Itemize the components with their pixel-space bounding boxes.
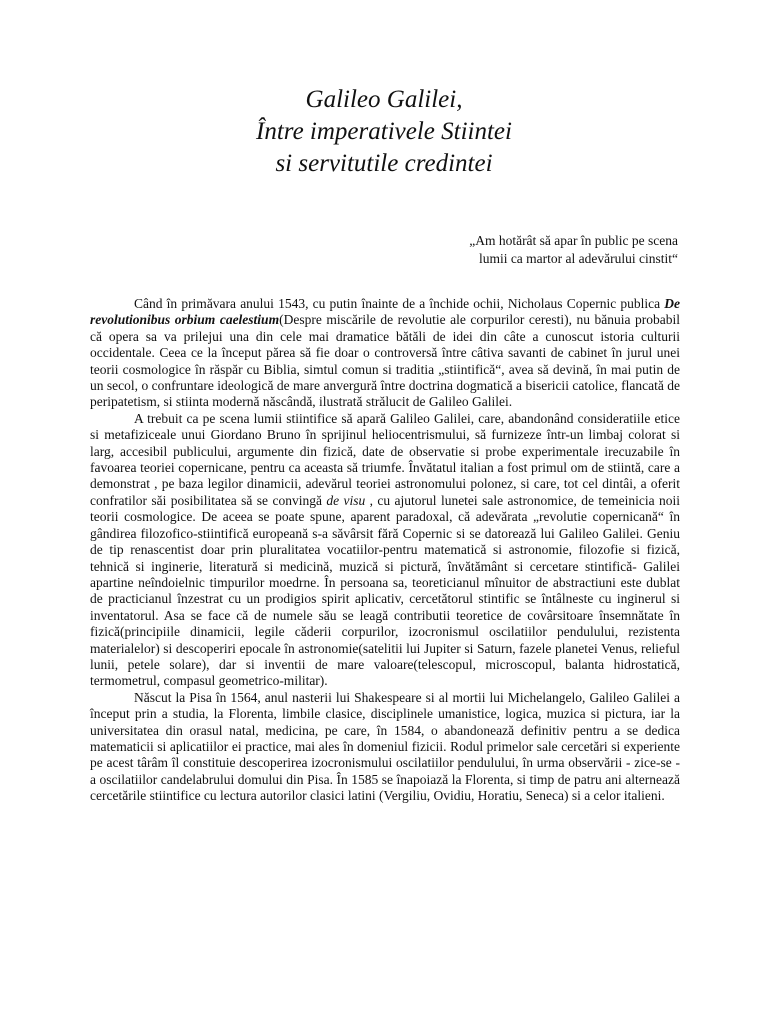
paragraph-2-text-a: A trebuit ca pe scena lumii stiintifice să apară Galileo Galilei, care, abandonând consideratiile etice si metafiziceale unui Giordano Bruno în sprijinul heliocentrismului, să furnizeze într-un limbaj colorat si larg, accesibil publicului, argumente din fizică, date de observatie si probe experimentale irecuzabile în favoarea teoriei copernicane, pentru ca aceasta să triumfe. Învătatul italian a fost primul om de stiintă, care a demonstrat , pe baza legilor dinamicii, adevărul teoriei astronomului polonez, si care, tot cel dintâi, a oferit confratilor săi posibilitatea să se convingă <box>90 410 680 508</box>
paragraph-2-text-c: , cu ajutorul lunetei sale astronomice, de temeinicia noii teorii cosmologice. De aceea se poate spune, aparent paradoxal, că adevărata „revolutie copernicană“ în gândirea filozofico-stiintifică europeană s-a săvârsit fără Copernic si se datorează lui Galileo Galilei. Geniu de tip renascentist doar prin pluralitatea vocatiilor-pentru matematică si astronomie, filozofie si fizică, tehnică si inginerie, literatură si medicină, muzică si pictură, învătământ si cercetare stintifică- Galilei apartine neîndoielnic timpurilor moedrne. În persoana sa, teoreticianul mînuitor de abstractiuni este dublat de practicianul înzestrat cu un prodigios spirit aplicativ, cercetătorul stintific se întâlneste cu inginerul si inventatorul. Asa se face că de numele său se leagă contributii teoretice de covârsitoare însemnătate în fizică(principiile dinamicii, legile căderii corpurilor, izocronismul oscilatiilor pendulului, rezistenta materialelor) si descoperiri epocale în astronomie(satelitii lui Jupiter si Saturn, fazele planetei Venus, relieful lunii, petele solare), dar si inventii de mare valoare(telescopul, microscopul, balanta hidrostatică, termometrul, compasul geometrico-militar). <box>90 492 680 689</box>
body-text <box>90 296 680 805</box>
paragraph-1-text-a: Când în primăvara anului 1543, cu putin înainte de a închide ochii, Nicholaus Copernic publica <box>134 296 665 311</box>
title-line-3: si servitutile credintei <box>275 150 493 177</box>
paragraph-3-text: Născut la Pisa în 1564, anul nasterii lui Shakespeare si al mortii lui Michelangelo, Galileo Galilei a început prin a studia, la Florenta, limbile clasice, disciplinele umanistice, logica, muzica si pictura, iar la universitatea din orasul natal, medicina, pe care, în 1584, o abandonează definitiv pentru a se dedica matematicii si aplicatiilor ei practice, mai ales în domeniul fizicii. Rodul primelor sale cercetări si experiente pe acest târâm îl constituie descoperirea izocronismului oscilatiilor pendulului, în urma observării - zice-se - a oscilatiilor candelabrului domului din Pisa. În 1585 se înapoiază la Florenta, si timp de patru ani alternează cercetările stiintifice cu lectura autorilor clasici latini (Vergiliu, Ovidiu, Horatiu, Seneca) si a celor italieni. <box>90 689 680 804</box>
latin-phrase: de visu <box>326 492 366 508</box>
paragraph-2 <box>90 411 680 690</box>
motto-line-1: „Am hotărât să apar în public pe scena <box>469 233 678 248</box>
motto-line-2: lumii ca martor al adevărului cinstit“ <box>478 251 678 266</box>
paragraph-3 <box>90 690 680 805</box>
title-line-2: Între imperativele Stiintei <box>256 118 512 145</box>
document-title <box>0 84 768 180</box>
paragraph-1 <box>90 296 680 411</box>
title-line-1: Galileo Galilei, <box>305 86 463 113</box>
book-title: De revolutionibus orbium caelestium <box>90 296 680 328</box>
paragraph-1-text-c: (Despre miscările de revolutie ale corpurilor ceresti), nu bănuia probabil că opera sa va prilejui una din cele mai dramatice bătăli de idei din câte a cunoscut istoria culturii occidentale. Ceea ce la început părea să fie doar o controversă între câtiva savanti de cabinet în jurul unei teorii cosmologice în răspăr cu Biblia, simtul comun si traditia „stiintifică“, avea să devină, în mai putin de un secol, o confruntare ideologică de mare anvergură între doctrina dogmatică a bisericii catolice, flancată de peripatetism, si stiinta modernă născândă, ilustrată strălucit de Galileo Galilei. <box>90 312 680 410</box>
motto-quote <box>378 232 678 268</box>
